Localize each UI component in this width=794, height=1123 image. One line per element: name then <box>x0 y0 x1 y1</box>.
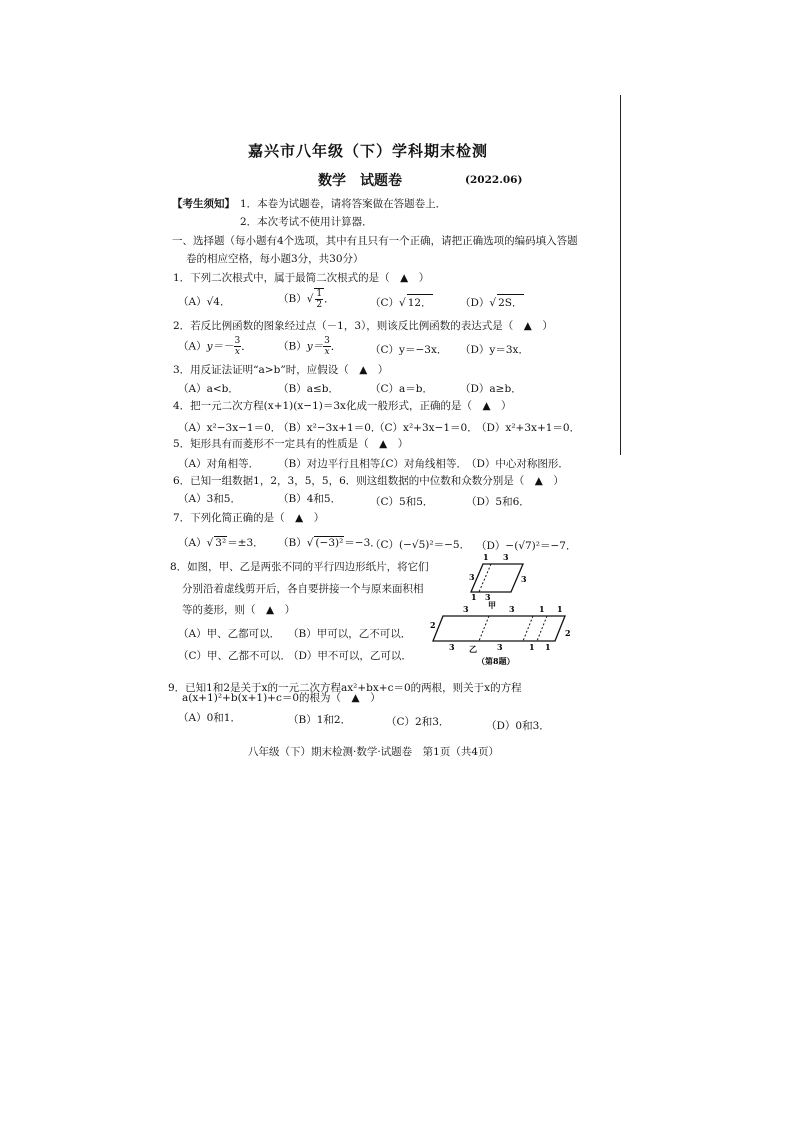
q6-option-a: （A）3和5． <box>178 493 241 505</box>
q9-option-d: （D）0和3． <box>486 720 550 732</box>
q1-b-den: 2 <box>316 300 323 310</box>
yi-top-3a: 3 <box>463 604 469 614</box>
notice-item-2: 2．本次考试不使用计算器． <box>240 216 373 228</box>
q1-option-d: （D）√ 2S． <box>460 294 524 310</box>
q1-option-b: （B）√ $\frac{1}{2}$ ． <box>278 289 335 310</box>
q3-stem: 3．用反证法证明“a>b”时，应假设（ ▲ ） <box>173 364 389 376</box>
jia-parallelogram <box>471 564 523 592</box>
q7-option-d: （D）−(√7)²＝−7． <box>476 540 577 552</box>
jia-top-1: 1 <box>483 552 489 562</box>
q1-option-c: （C）√ 12． <box>370 294 433 310</box>
jia-right-3: 3 <box>521 574 527 584</box>
jia-label: 甲 <box>488 600 496 610</box>
yi-left-2: 2 <box>430 620 436 630</box>
q2-option-a: （A）y＝－ $\frac{3}{x}$ ． <box>178 336 252 357</box>
section-heading: 一、选择题（每小题有4个选项，其中有且只有一个正确，请把正确选项的编码填入答题 <box>172 235 578 247</box>
q8-option-a: （A）甲、乙都可以． <box>178 628 281 640</box>
q6-option-d: （D）5和6． <box>466 496 530 508</box>
jia-bottom-1: 1 <box>471 592 477 602</box>
q7-option-b: （B）√ (−3)²＝−3． <box>278 537 381 549</box>
q9-line-2: a(x+1)²+b(x+1)+c＝0的根为（ ▲ ） <box>182 692 381 704</box>
q9-option-a: （A）0和1． <box>178 712 241 724</box>
yi-bottom-3b: 3 <box>497 642 503 652</box>
q7-option-c: （C）(−√5)²＝−5． <box>370 539 471 551</box>
q2-stem: 2．若反比例函数的图象经过点（－1，3），则该反比例函数的表达式是（ ▲ ） <box>173 320 553 332</box>
q2-option-d: （D）y＝3x． <box>460 344 529 356</box>
yi-cut-line-3 <box>537 616 547 641</box>
yi-top-3b: 3 <box>509 604 515 614</box>
q1-option-a: （A）√4． <box>178 296 231 308</box>
q1-b-num: 1 <box>316 289 323 299</box>
q3-option-b: （B）a≤b． <box>278 383 339 395</box>
q8-option-b: （B）甲可以，乙不可以． <box>288 628 412 640</box>
section-heading-cont: 卷的相应空格，每小题3分，共30分） <box>186 253 364 265</box>
q8-line-1: 8．如图，甲、乙是两张不同的平行四边形纸片，将它们 <box>170 561 429 573</box>
q8-line-2: 分别沿着虚线剪开后，各自要拼接一个与原来面积相 <box>182 583 424 595</box>
yi-cut-line-2 <box>523 616 533 641</box>
q8-figure <box>425 550 580 670</box>
q3-option-c: （C）a＝b． <box>370 383 434 395</box>
yi-right-2: 2 <box>565 628 571 638</box>
q6-stem: 6．已知一组数据1，2，3，5，5，6．则这组数据的中位数和众数分别是（ ▲ ） <box>173 475 564 487</box>
q8-option-d: （D）甲不可以，乙可以． <box>288 650 412 662</box>
exam-date: (2022.06) <box>465 174 523 186</box>
q9-option-b: （B）1和2． <box>288 714 352 726</box>
notice-item-1: 1．本卷为试题卷，请将答案做在答题卷上． <box>240 198 447 210</box>
q5-stem: 5．矩形具有而菱形不一定具有的性质是（ ▲ ） <box>173 438 409 450</box>
q2-option-c: （C）y＝−3x． <box>370 344 448 356</box>
exam-title: 嘉兴市八年级（下）学科期末检测 <box>248 142 489 160</box>
q4-stem: 4．把一元二次方程(x+1)(x−1)＝3x化成一般形式，正确的是（ ▲ ） <box>173 400 512 412</box>
q8-option-c: （C）甲、乙都不可以． <box>178 650 292 662</box>
q8-line-3: 等的菱形，则（ ▲ ） <box>182 604 296 616</box>
q5-option-a: （A）对角相等． <box>178 458 260 470</box>
yi-bottom-1a: 1 <box>529 642 535 652</box>
q5-option-b: （B）对边平行且相等． <box>278 458 391 470</box>
q3-option-a: （A）a<b． <box>178 383 239 395</box>
figure-caption: （第8题） <box>477 656 515 666</box>
q5-option-d: （D）中心对称图形． <box>466 458 569 470</box>
q7-option-a: （A）√ 3²＝±3． <box>178 537 264 549</box>
q6-option-c: （C）5和5． <box>370 496 434 508</box>
q4-option-a: （A）x²−3x−1＝0． <box>178 422 282 434</box>
jia-left-3: 3 <box>469 572 475 582</box>
q4-option-b: （B）x²−3x+1＝0． <box>278 422 382 434</box>
q7-stem: 7．下列化简正确的是（ ▲ ） <box>173 512 325 524</box>
yi-top-1a: 1 <box>539 604 545 614</box>
q5-option-c: （C）对角线相等． <box>375 458 468 470</box>
q2-option-b: （B）y＝ $\frac{3}{x}$ ． <box>278 336 342 357</box>
jia-bottom-3: 3 <box>485 592 491 602</box>
notice-label: 【考生须知】 <box>172 198 235 210</box>
jia-top-3: 3 <box>503 552 509 562</box>
exam-subtitle: 数学 试题卷 <box>318 173 402 189</box>
q9-line-1: 9．已知1和2是关于x的一元二次方程ax²+bx+c＝0的两根，则关于x的方程 <box>168 682 522 694</box>
q6-option-b: （B）4和5． <box>278 493 342 505</box>
yi-bottom-1b: 1 <box>545 642 551 652</box>
q3-option-d: （D）a≥b． <box>460 383 522 395</box>
yi-label: 乙 <box>469 644 477 654</box>
page-edge-line <box>620 95 621 455</box>
q9-option-c: （C）2和3． <box>386 716 450 728</box>
yi-bottom-3a: 3 <box>449 642 455 652</box>
page-footer: 八年级（下）期末检测·数学·试题卷 第1页（共4页） <box>248 746 500 758</box>
q4-option-d: （D）x²+3x+1＝0． <box>476 422 581 434</box>
yi-top-1b: 1 <box>557 604 563 614</box>
q1-stem: 1．下列二次根式中，属于最简二次根式的是（ ▲ ） <box>173 272 430 284</box>
yi-cut-line-1 <box>479 616 489 641</box>
q4-option-c: （C）x²+3x−1＝0． <box>374 422 478 434</box>
